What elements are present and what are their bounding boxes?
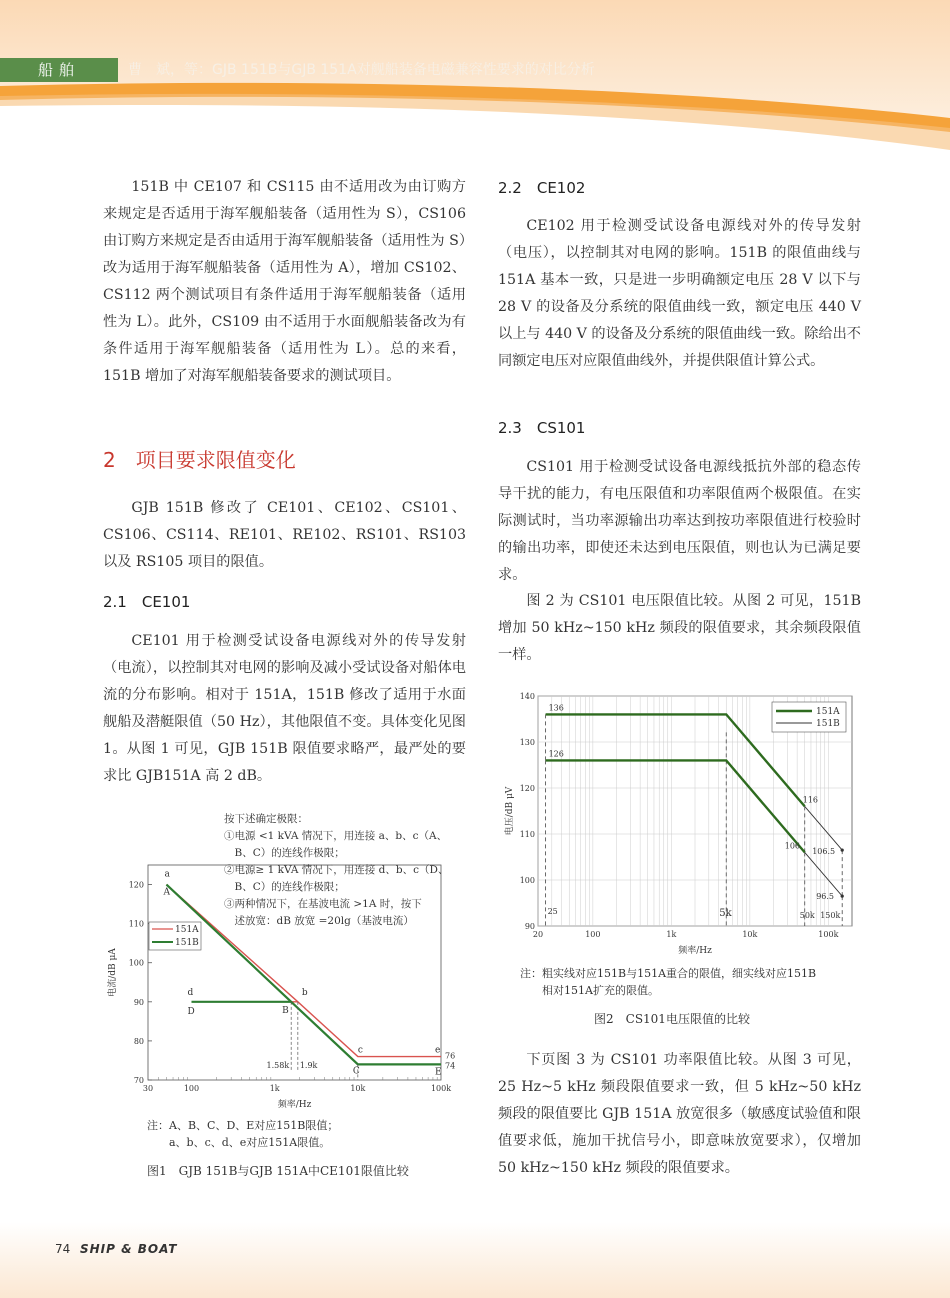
fig1-ylabel: 电流/dB μA <box>108 948 118 997</box>
fig2-note: 注：粗实线对应151B与151A重合的限值，细实线对应151B 相对151A扩充的限值。 <box>520 967 817 997</box>
fig2-legend-label: 151A <box>816 707 840 717</box>
fig1-point-label: c <box>357 1045 363 1056</box>
fig2-xtick-label: 100k <box>818 930 839 939</box>
fig2-annot: 116 <box>802 795 819 805</box>
fig1-point-label: e <box>435 1045 441 1056</box>
fig1-xtick-label: 100k <box>430 1084 452 1093</box>
fig2-ytick-label: 120 <box>519 784 535 793</box>
fig1-xtick-label: 1k <box>269 1084 280 1093</box>
fig1-xtick-label: 30 <box>142 1084 154 1093</box>
fig2-ytick-label: 140 <box>519 692 535 701</box>
fig1-point-label: b <box>301 987 308 998</box>
fig1-line-151A <box>166 885 441 1057</box>
right-paragraph-5: CS101 用于检测受试设备电源线抵抗外部的稳态传导干扰的能力，有电压限值和功率限值两个极限值。在实际测试时，当功率源输出功率达到按功率限值进行校验时的输出功率，即使还未达到电压限值，则也认为已满足要求。 <box>498 459 861 583</box>
fig1-legend-label: 151B <box>175 938 199 948</box>
running-title: 曹 斌，等：GJB 151B与GJB 151A对舰船装备电磁兼容性要求的对比分析 <box>128 62 595 78</box>
fig1-xtick-label: 10k <box>350 1084 366 1093</box>
fig1-ytick-label: 90 <box>133 997 144 1007</box>
fig1-point-label: B <box>282 1005 289 1016</box>
journal-name: SHIP & BOAT <box>80 1242 178 1256</box>
fig1-point-label: d <box>187 987 194 998</box>
fig1-ytick-label: 70 <box>133 1076 144 1085</box>
fig2-ytick-label: 130 <box>519 738 535 747</box>
fig2-annot: 106.5 <box>812 847 836 857</box>
left-paragraph-3: CE101 用于检测受试设备电源线对外的传导发射（电流），以控制其对电网的影响及减小受试设备对船体电流的分布影响。相对于 151A，151B 修改了适用于水面舰船及潜艇限值（50 Hz），其他限值不变。具体变化见图 1。从图 1 可见，GJB 151B 限值要求略严，最严处的要求比 GJB151A 高 2 dB。 <box>103 633 466 784</box>
fig1-annot: 76 <box>445 1051 456 1061</box>
fig1-point-label: a <box>164 869 170 880</box>
fig1-legend-label: 151A <box>175 925 199 935</box>
fig2-chart <box>500 686 860 960</box>
fig1-caption: 图1 GJB 151B与GJB 151A中CE101限值比较 <box>147 1164 409 1178</box>
fig1-ytick-label: 110 <box>128 919 144 929</box>
fig2-ylabel: 电压/dB μV <box>505 786 515 836</box>
fig2-line-151B <box>805 852 842 896</box>
right-paragraph-6: 图 2 为 CS101 电压限值比较。从图 2 可见，151B 增加 50 kHz~150 kHz 频段的限值要求，其余频段限值一样。 <box>498 593 861 663</box>
fig1-point-label: C <box>352 1066 360 1077</box>
fig1-ytick-label: 100 <box>128 958 144 968</box>
fig1-xtick-label: 100 <box>183 1084 200 1093</box>
fig2-xtick-label: 10k <box>742 930 758 939</box>
fig2-ytick-label: 100 <box>519 876 535 885</box>
fig2-ytick-label: 90 <box>524 922 535 931</box>
section-heading-2: 2 项目要求限值变化 <box>103 448 296 472</box>
fig2-annot: 96.5 <box>816 892 835 902</box>
left-paragraph-1: 151B 中 CE107 和 CS115 由不适用改为由订购方来规定是否适用于海军舰船装备（适用性为 S），CS106 由订购方来规定是否由适用于海军舰船装备（适用性为 S）改为适用于海军舰船装备（适用性为 A），增加 CS102、CS112 两个测试项目有条件适用于海军舰船装备（适用性为 L）。此外，CS109 由不适用于水面舰船装备改为有条件适用于海军舰船装备（适用性为 L）。总的来看，151B 增加了对海军舰船装备要求的测试项目。 <box>103 179 466 384</box>
fig2-annot: 150k <box>820 911 841 920</box>
fig1-point-label: E <box>435 1067 442 1078</box>
fig2-annot: 126 <box>548 749 564 759</box>
fig1-instructions: 按下述确定极限： ①电源 <1 kVA 情况下，用连接 a、b、c（A、 B、C）的连线作极限； ②电源≥ 1 kVA 情况下，用连接 d、b、c（D、 B、C）的连线作极限； ③两种情况下，在基波电流 >1A 时，按下 述放宽：dB 放宽 =20lg（基波电流） <box>224 813 449 927</box>
right-paragraph-7: 下页图 3 为 CS101 功率限值比较。从图 3 可见，25 Hz~5 kHz 频段限值要求一致，但 5 kHz~50 kHz 频段的限值要比 GJB 151A 放宽很多（敏感度试验值和限值要求低，施加干扰信号小，即意味放宽要求），仅增加 50 kHz~150 kHz 频段的限值要求。 <box>498 1052 861 1176</box>
subsection-heading-2-1: 2.1 CE101 <box>103 593 191 611</box>
fig1-plot-frame <box>148 865 441 1080</box>
fig2-annot: 50k <box>799 911 815 920</box>
fig2-legend-label: 151B <box>816 719 840 729</box>
fig2-annot: 136 <box>548 703 564 713</box>
subsection-heading-2-2: 2.2 CE102 <box>498 179 586 197</box>
footer-band <box>0 1222 950 1298</box>
fig1-line-151B <box>166 885 441 1065</box>
fig1-annot: 1.9k <box>299 1061 318 1070</box>
fig2-annot: 25 <box>547 907 558 916</box>
fig2-xtick-label: 1k <box>666 930 677 939</box>
subsection-heading-2-3: 2.3 CS101 <box>498 419 586 437</box>
fig2-line-151B <box>805 806 842 850</box>
fig1-xlabel: 频率/Hz <box>277 1100 312 1110</box>
fig2-xtick-label: 100 <box>585 930 601 939</box>
fig1-point-label: A <box>163 887 170 898</box>
fig1-note: 注：A、B、C、D、E对应151B限值； a、b、c、d、e对应151A限值。 <box>147 1119 339 1149</box>
fig2-caption: 图2 CS101电压限值的比较 <box>594 1012 750 1026</box>
right-paragraph-4: CE102 用于检测受试设备电源线对外的传导发射（电压），以控制其对电网的影响。151B 的限值曲线与 151A 基本一致，只是进一步明确额定电压 28 V 以下与 28 V 的设备及分系统的限值曲线一致，额定电压 440 V 以上与 440 V 的设备及分系统的限值曲线一致。除给出不同额定电压对应限值曲线外，并提供限值计算公式。 <box>498 218 861 369</box>
fig1-ytick-label: 80 <box>133 1036 144 1046</box>
fig1-ytick-label: 120 <box>128 880 144 890</box>
fig2-endpoint <box>841 895 844 898</box>
fig2-annot: 5k <box>719 908 732 919</box>
left-paragraph-2: GJB 151B 修改了 CE101、CE102、CS101、CS106、CS114、RE101、RE102、RS101、RS103 以及 RS105 项目的限值。 <box>103 500 466 570</box>
fig1-point-label: D <box>187 1006 195 1017</box>
fig2-annot: 106 <box>784 841 801 851</box>
fig2-line-151A <box>546 760 805 852</box>
fig1-annot: 1.58k <box>266 1061 290 1070</box>
fig2-xtick-label: 20 <box>532 930 544 939</box>
fig2-ytick-label: 110 <box>519 830 535 839</box>
fig2-endpoint <box>841 849 844 852</box>
fig1-annot: 74 <box>445 1061 456 1071</box>
fig1-chart <box>103 855 473 1117</box>
section-tab: 船舶 <box>0 58 118 82</box>
fig2-xlabel: 频率/Hz <box>678 946 712 956</box>
page-number: 74 <box>55 1242 71 1256</box>
